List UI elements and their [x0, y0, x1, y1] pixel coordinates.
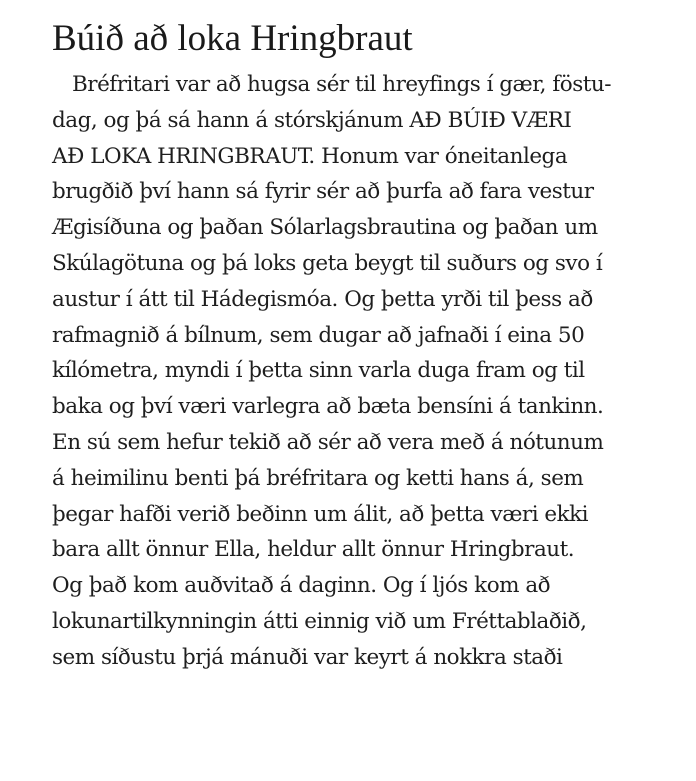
body-line: AÐ LOKA HRINGBRAUT. Honum var óneitanlega [52, 143, 568, 169]
body-line: Bréfritari var að hugsa sér til hreyfings í gær, föstu- [72, 72, 612, 97]
body-line: austur í átt til Hádegismóa. Og þetta yrði til þess að [52, 286, 593, 312]
body-line: dag, og þá sá hann á stórskjánum AÐ BÚIÐ VÆRI [52, 107, 572, 133]
article-body [52, 67, 692, 676]
body-line: En sú sem hefur tekið að sér að vera með á nótunum [52, 429, 604, 455]
body-line: brugðið því hann sá fyrir sér að þurfa að fara vestur [52, 179, 594, 205]
body-line: kílómetra, myndi í þetta sinn varla duga fram og til [52, 358, 585, 384]
article-headline: Búið að loka Hringbraut [52, 18, 413, 59]
body-line: þegar hafði verið beðinn um álit, að þetta væri ekki [52, 501, 589, 527]
body-line: Ægisíðuna og þaðan Sólarlagsbrautina og þaðan um [52, 215, 598, 241]
body-line: rafmagnið á bílnum, sem dugar að jafnaði í eina 50 [52, 322, 585, 348]
body-line: á heimilinu benti þá bréfritara og ketti hans á, sem [52, 465, 584, 491]
body-line: Skúlagötuna og þá loks geta beygt til suðurs og svo í [52, 250, 603, 276]
body-line: bara allt önnur Ella, heldur allt önnur Hringbraut. [52, 537, 575, 563]
body-line: lokunartilkynningin átti einnig við um Fréttablaðið, [52, 608, 587, 634]
body-line: sem síðustu þrjá mánuði var keyrt á nokkra staði [52, 644, 563, 670]
body-line: baka og því væri varlegra að bæta bensíni á tankinn. [52, 394, 604, 420]
body-line: Og það kom auðvitað á daginn. Og í ljós kom að [52, 573, 551, 599]
article [52, 16, 692, 676]
